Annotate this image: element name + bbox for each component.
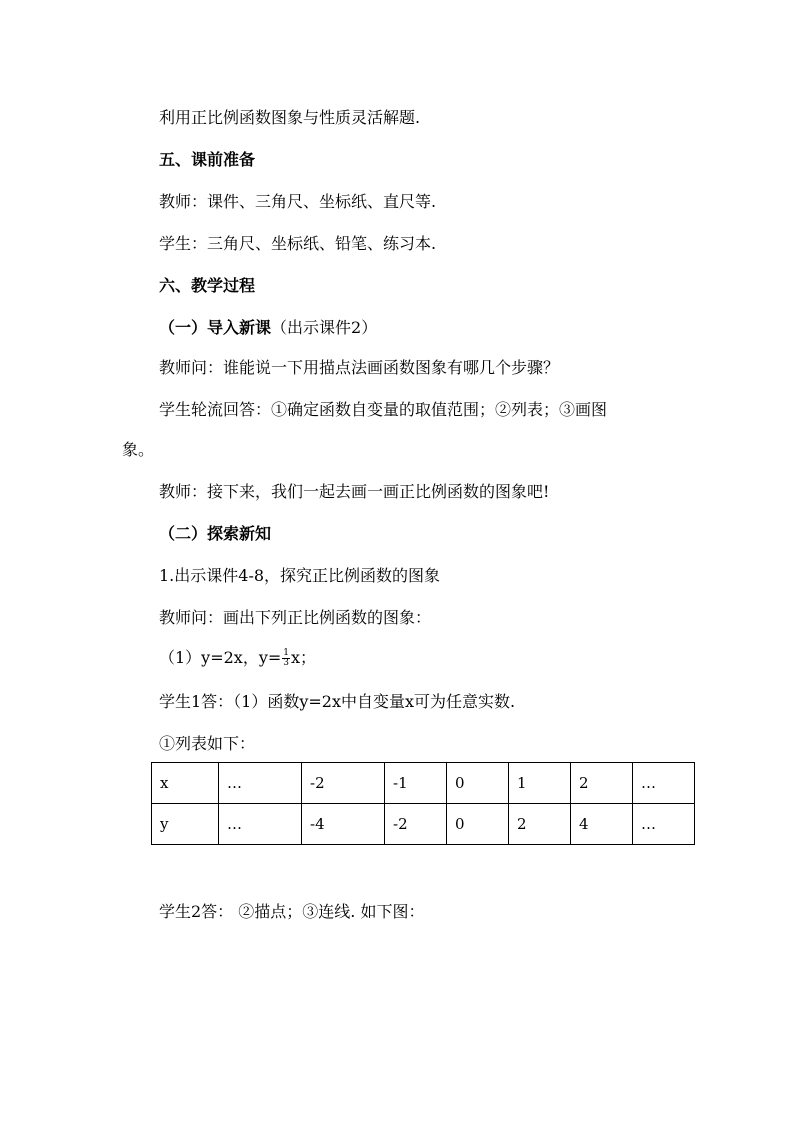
- fraction-numerator: 1: [283, 648, 290, 658]
- table-cell: …: [219, 763, 302, 804]
- fraction-denominator: 3: [283, 658, 290, 668]
- student-prep: 学生：三角尺、坐标纸、铅笔、练习本.: [159, 234, 437, 253]
- table-cell: …: [219, 804, 302, 845]
- section-intro-label: （一）导入新课: [159, 318, 272, 337]
- heading-prep: 五、课前准备: [159, 150, 256, 169]
- heading-process: 六、教学过程: [159, 276, 256, 295]
- table-cell: -4: [302, 804, 385, 845]
- list-intro: ①列表如下：: [159, 734, 256, 753]
- teacher-question-2: 教师问：画出下列正比例函数的图象：: [159, 608, 432, 627]
- teacher-line-2: 教师：接下来，我们一起去画一画正比例函数的图象吧!: [159, 482, 550, 501]
- table-cell: 1: [509, 763, 571, 804]
- equation-line: [159, 648, 316, 668]
- table-cell: 2: [509, 804, 571, 845]
- table-cell: -2: [385, 804, 447, 845]
- table-cell: y: [152, 804, 219, 845]
- fraction-one-third: [282, 649, 290, 668]
- table-cell: 0: [447, 763, 509, 804]
- student-answer-3: 学生2答： ②描点；③连线. 如下图：: [159, 902, 425, 921]
- table-cell: x: [152, 763, 219, 804]
- table-cell: 0: [447, 804, 509, 845]
- table-cell: 2: [571, 763, 633, 804]
- objective-line: 利用正比例函数图象与性质灵活解题.: [159, 108, 421, 127]
- student-answer-1-cont: 象。: [122, 440, 155, 459]
- section-intro-title: [159, 318, 377, 338]
- teacher-question-1: 教师问：谁能说一下用描点法画函数图象有哪几个步骤？: [159, 358, 560, 377]
- section-intro-note: （出示课件2）: [271, 318, 378, 337]
- table-row: [152, 804, 695, 845]
- table-cell: -1: [385, 763, 447, 804]
- table-row: [152, 763, 695, 804]
- equation-suffix: x；: [291, 648, 317, 667]
- teacher-prep: 教师：课件、三角尺、坐标纸、直尺等.: [159, 192, 437, 211]
- student-answer-2: 学生1答：（1）函数y=2x中自变量x可为任意实数.: [159, 692, 516, 711]
- table-cell: …: [633, 763, 695, 804]
- equation-prefix: （1）y=2x，y=: [159, 648, 282, 667]
- table-cell: …: [633, 804, 695, 845]
- section-explore-title: （二）探索新知: [159, 524, 272, 543]
- table-cell: 4: [571, 804, 633, 845]
- table-cell: -2: [302, 763, 385, 804]
- value-table: [151, 762, 695, 845]
- student-answer-1: 学生轮流回答：①确定函数自变量的取值范围；②列表；③画图: [159, 400, 608, 419]
- item-1: 1.出示课件4-8，探究正比例函数的图象: [159, 566, 441, 585]
